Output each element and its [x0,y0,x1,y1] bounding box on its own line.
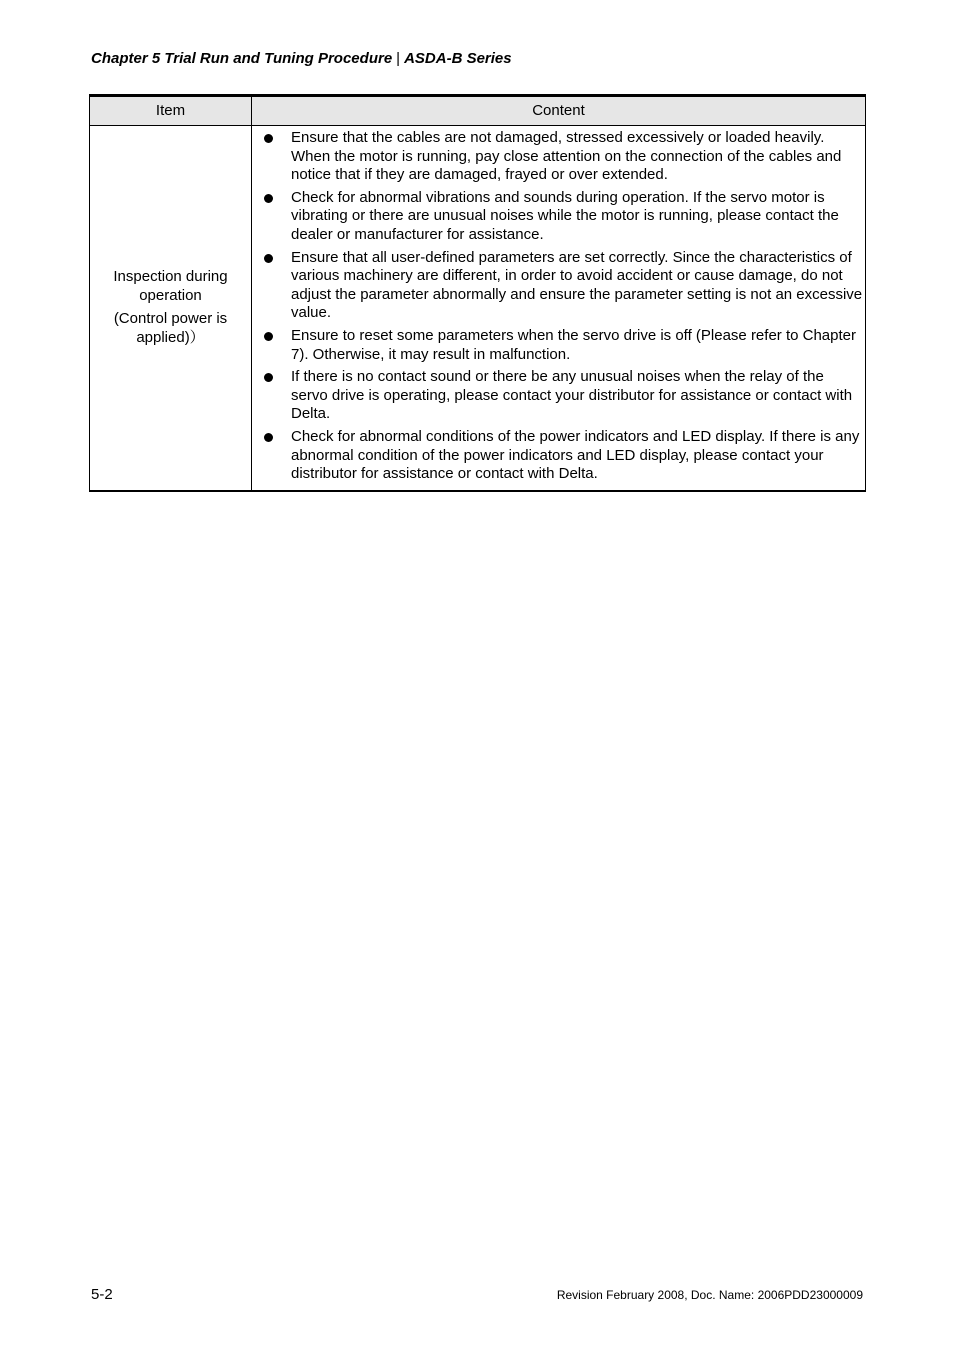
item-label: Inspection during operation [113,268,228,304]
table-header-row [90,96,866,126]
bullet-icon [264,254,273,263]
list-item-text: Check for abnormal conditions of the power indicators and LED display. If there is any abnormal condition of the power indicators and LED display, please contact your distributor for assistance or contact with Delta. [291,427,860,483]
list-item-text: Ensure to reset some parameters when the servo drive is off (Please refer to Chapter 7). Otherwise, it may result in malfunction. [291,326,856,363]
list-item [252,428,863,484]
bullet-icon [264,134,273,143]
list-item-text: Ensure that all user-defined parameters are set correctly. Since the characteristics of various machinery are different, in order to avoid accident or cause damage, do not adjust the parameter abnormally and ensure the parameter setting is not an excessive value. [291,248,863,322]
table-row [90,126,866,491]
bullet-icon [264,332,273,341]
column-header-content: Content [252,96,866,126]
bullet-icon [264,194,273,203]
header-separator: | [396,50,401,67]
item-cell [90,126,252,491]
chapter-title: Chapter 5 Trial Run and Tuning Procedure [91,50,393,67]
list-item-text: Check for abnormal vibrations and sounds during operation. If the servo motor is vibrating or there are unusual noises while the motor is running, please contact the dealer or manufacturer for assistance. [291,188,839,243]
list-item [252,249,863,323]
revision-note: Revision February 2008, Doc. Name: 2006PDD23000009 [556,1288,863,1302]
list-item [252,129,863,185]
list-item [252,189,863,245]
check-list [252,129,863,484]
page-number: 5-2 [91,1286,113,1303]
column-header-item: Item [90,96,252,126]
list-item [252,327,863,364]
inspection-table [89,94,866,492]
list-item [252,368,863,424]
content-cell [252,126,866,491]
bullet-icon [264,373,273,382]
series-name: ASDA-B Series [404,50,512,67]
list-item-text: Ensure that the cables are not damaged, stressed excessively or loaded heavily. When the motor is running, pay close attention on the connection of the cables and notice that if they are damaged, frayed or over extended. [291,129,842,184]
item-sublabel: (Control power is applied)） [113,310,228,346]
list-item-text: If there is no contact sound or there be any unusual noises when the relay of the servo drive is operating, please contact your distributor for assistance or contact with Delta. [291,368,853,423]
bullet-icon [264,433,273,442]
running-header [91,50,512,67]
